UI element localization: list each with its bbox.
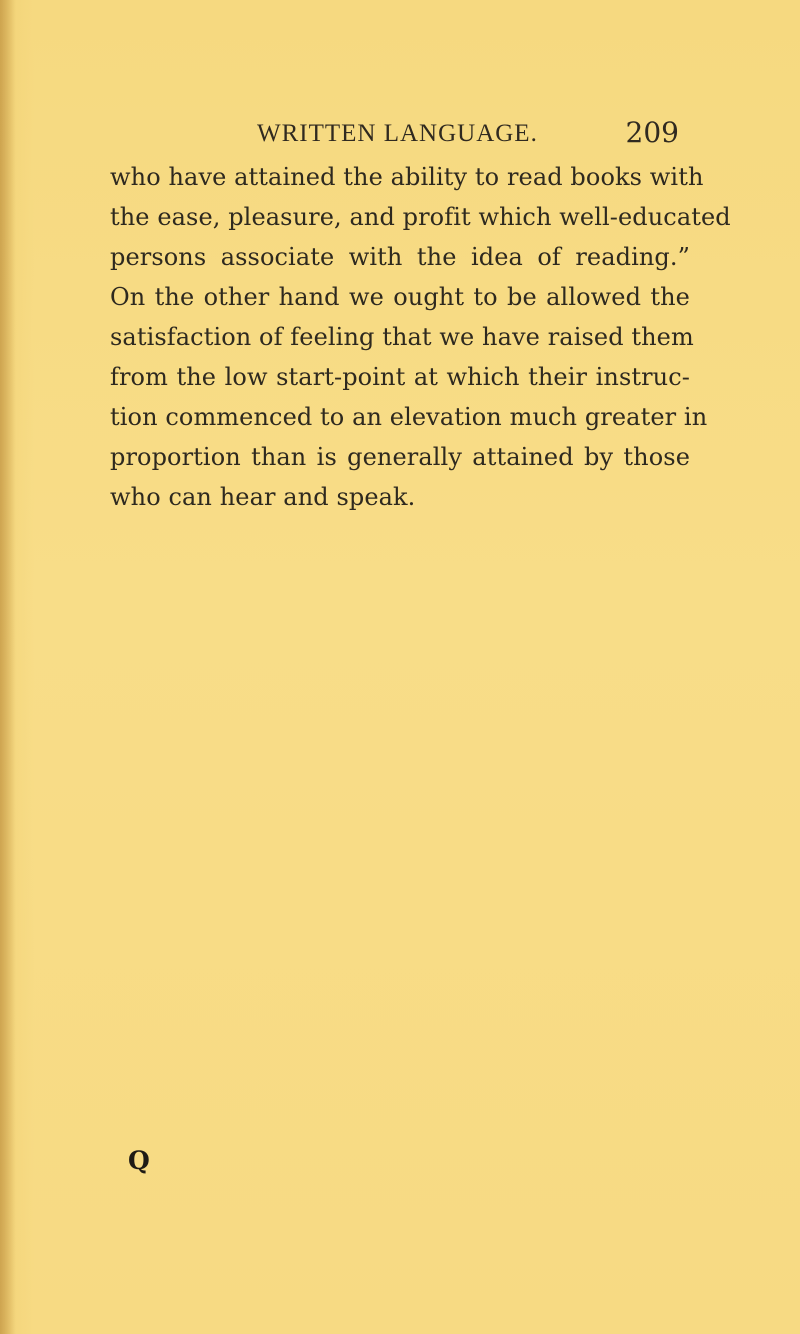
- signature-mark: Q: [128, 1146, 150, 1175]
- text-line: persons associate with the idea of reading.”: [110, 243, 690, 271]
- text-line: from the low start-point at which their instruc-: [110, 363, 690, 391]
- body-text: [110, 157, 731, 517]
- text-line: the ease, pleasure, and profit which well-educated: [110, 203, 731, 231]
- text-line: proportion than is generally attained by those: [110, 443, 690, 471]
- text-line: who have attained the ability to read books with: [110, 163, 704, 191]
- text-line: satisfaction of feeling that we have raised them: [110, 323, 694, 351]
- text-line: tion commenced to an elevation much greater in: [110, 403, 708, 431]
- page-number: 209: [625, 116, 679, 149]
- running-head: [257, 116, 697, 150]
- text-line: On the other hand we ought to be allowed the: [110, 283, 690, 311]
- page-gutter-shadow: [0, 0, 16, 1334]
- text-line: who can hear and speak.: [110, 483, 416, 511]
- running-title: WRITTEN LANGUAGE.: [257, 120, 538, 147]
